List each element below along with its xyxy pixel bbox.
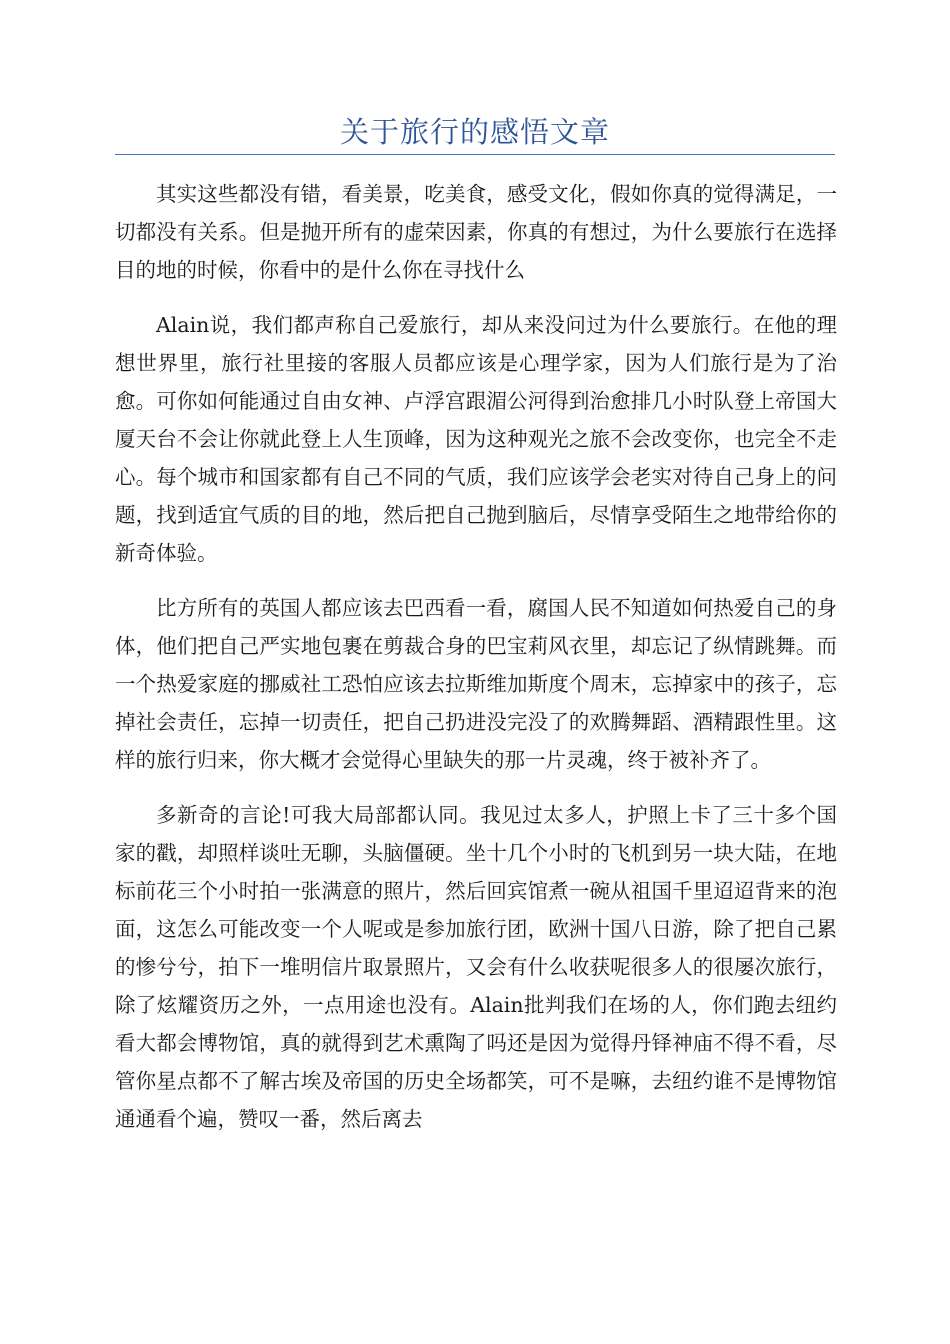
document-title: 关于旅行的感悟文章 <box>339 115 610 149</box>
paragraph-2: Alain说，我们都声称自己爱旅行，却从来没问过为什么要旅行。在他的理想世界里，旅行社里接的客服人员都应该是心理学家，因为人们旅行是为了治愈。可你如何能通过自由女神、卢浮宫跟湄公河得到治愈排几小时队登上帝国大厦天台不会让你就此登上人生顶峰，因为这种观光之旅不会改变你，也完全不走心。每个城市和国家都有自己不同的气质，我们应该学会老实对待自己身上的问题，找到适宜气质的目的地，然后把自己抛到脑后，尽情享受陌生之地带给你的新奇体验。 <box>115 313 837 565</box>
document-body <box>115 175 837 1155</box>
paragraph-4: 多新奇的言论!可我大局部都认同。我见过太多人，护照上卡了三十多个国家的戳，却照样谈吐无聊，头脑僵硬。坐十几个小时的飞机到另一块大陆，在地标前花三个小时拍一张满意的照片，然后回宾馆煮一碗从祖国千里迢迢背来的泡面，这怎么可能改变一个人呢或是参加旅行团，欧洲十国八日游，除了把自己累的惨兮兮，拍下一堆明信片取景照片，又会有什么收获呢很多人的很屡次旅行，除了炫耀资历之外，一点用途也没有。Alain批判我们在场的人，你们跑去纽约看大都会博物馆，真的就得到艺术熏陶了吗还是因为觉得丹铎神庙不得不看，尽管你星点都不了解古埃及帝国的历史全场都笑，可不是嘛，去纽约谁不是博物馆通通看个遍，赞叹一番，然后离去 <box>115 803 837 1131</box>
title-underline <box>115 154 835 155</box>
paragraph-3: 比方所有的英国人都应该去巴西看一看，腐国人民不知道如何热爱自己的身体，他们把自己严实地包裹在剪裁合身的巴宝莉风衣里，却忘记了纵情跳舞。而一个热爱家庭的挪威社工恐怕应该去拉斯维加斯度个周末，忘掉家中的孩子，忘掉社会责任，忘掉一切责任，把自己扔进没完没了的欢腾舞蹈、酒精跟性里。这样的旅行归来，你大概才会觉得心里缺失的那一片灵魂，终于被补齐了。 <box>115 596 837 772</box>
paragraph-1: 其实这些都没有错，看美景，吃美食，感受文化，假如你真的觉得满足，一切都没有关系。但是抛开所有的虚荣因素，你真的有想过，为什么要旅行在选择目的地的时候，你看中的是什么你在寻找什么 <box>115 182 837 282</box>
